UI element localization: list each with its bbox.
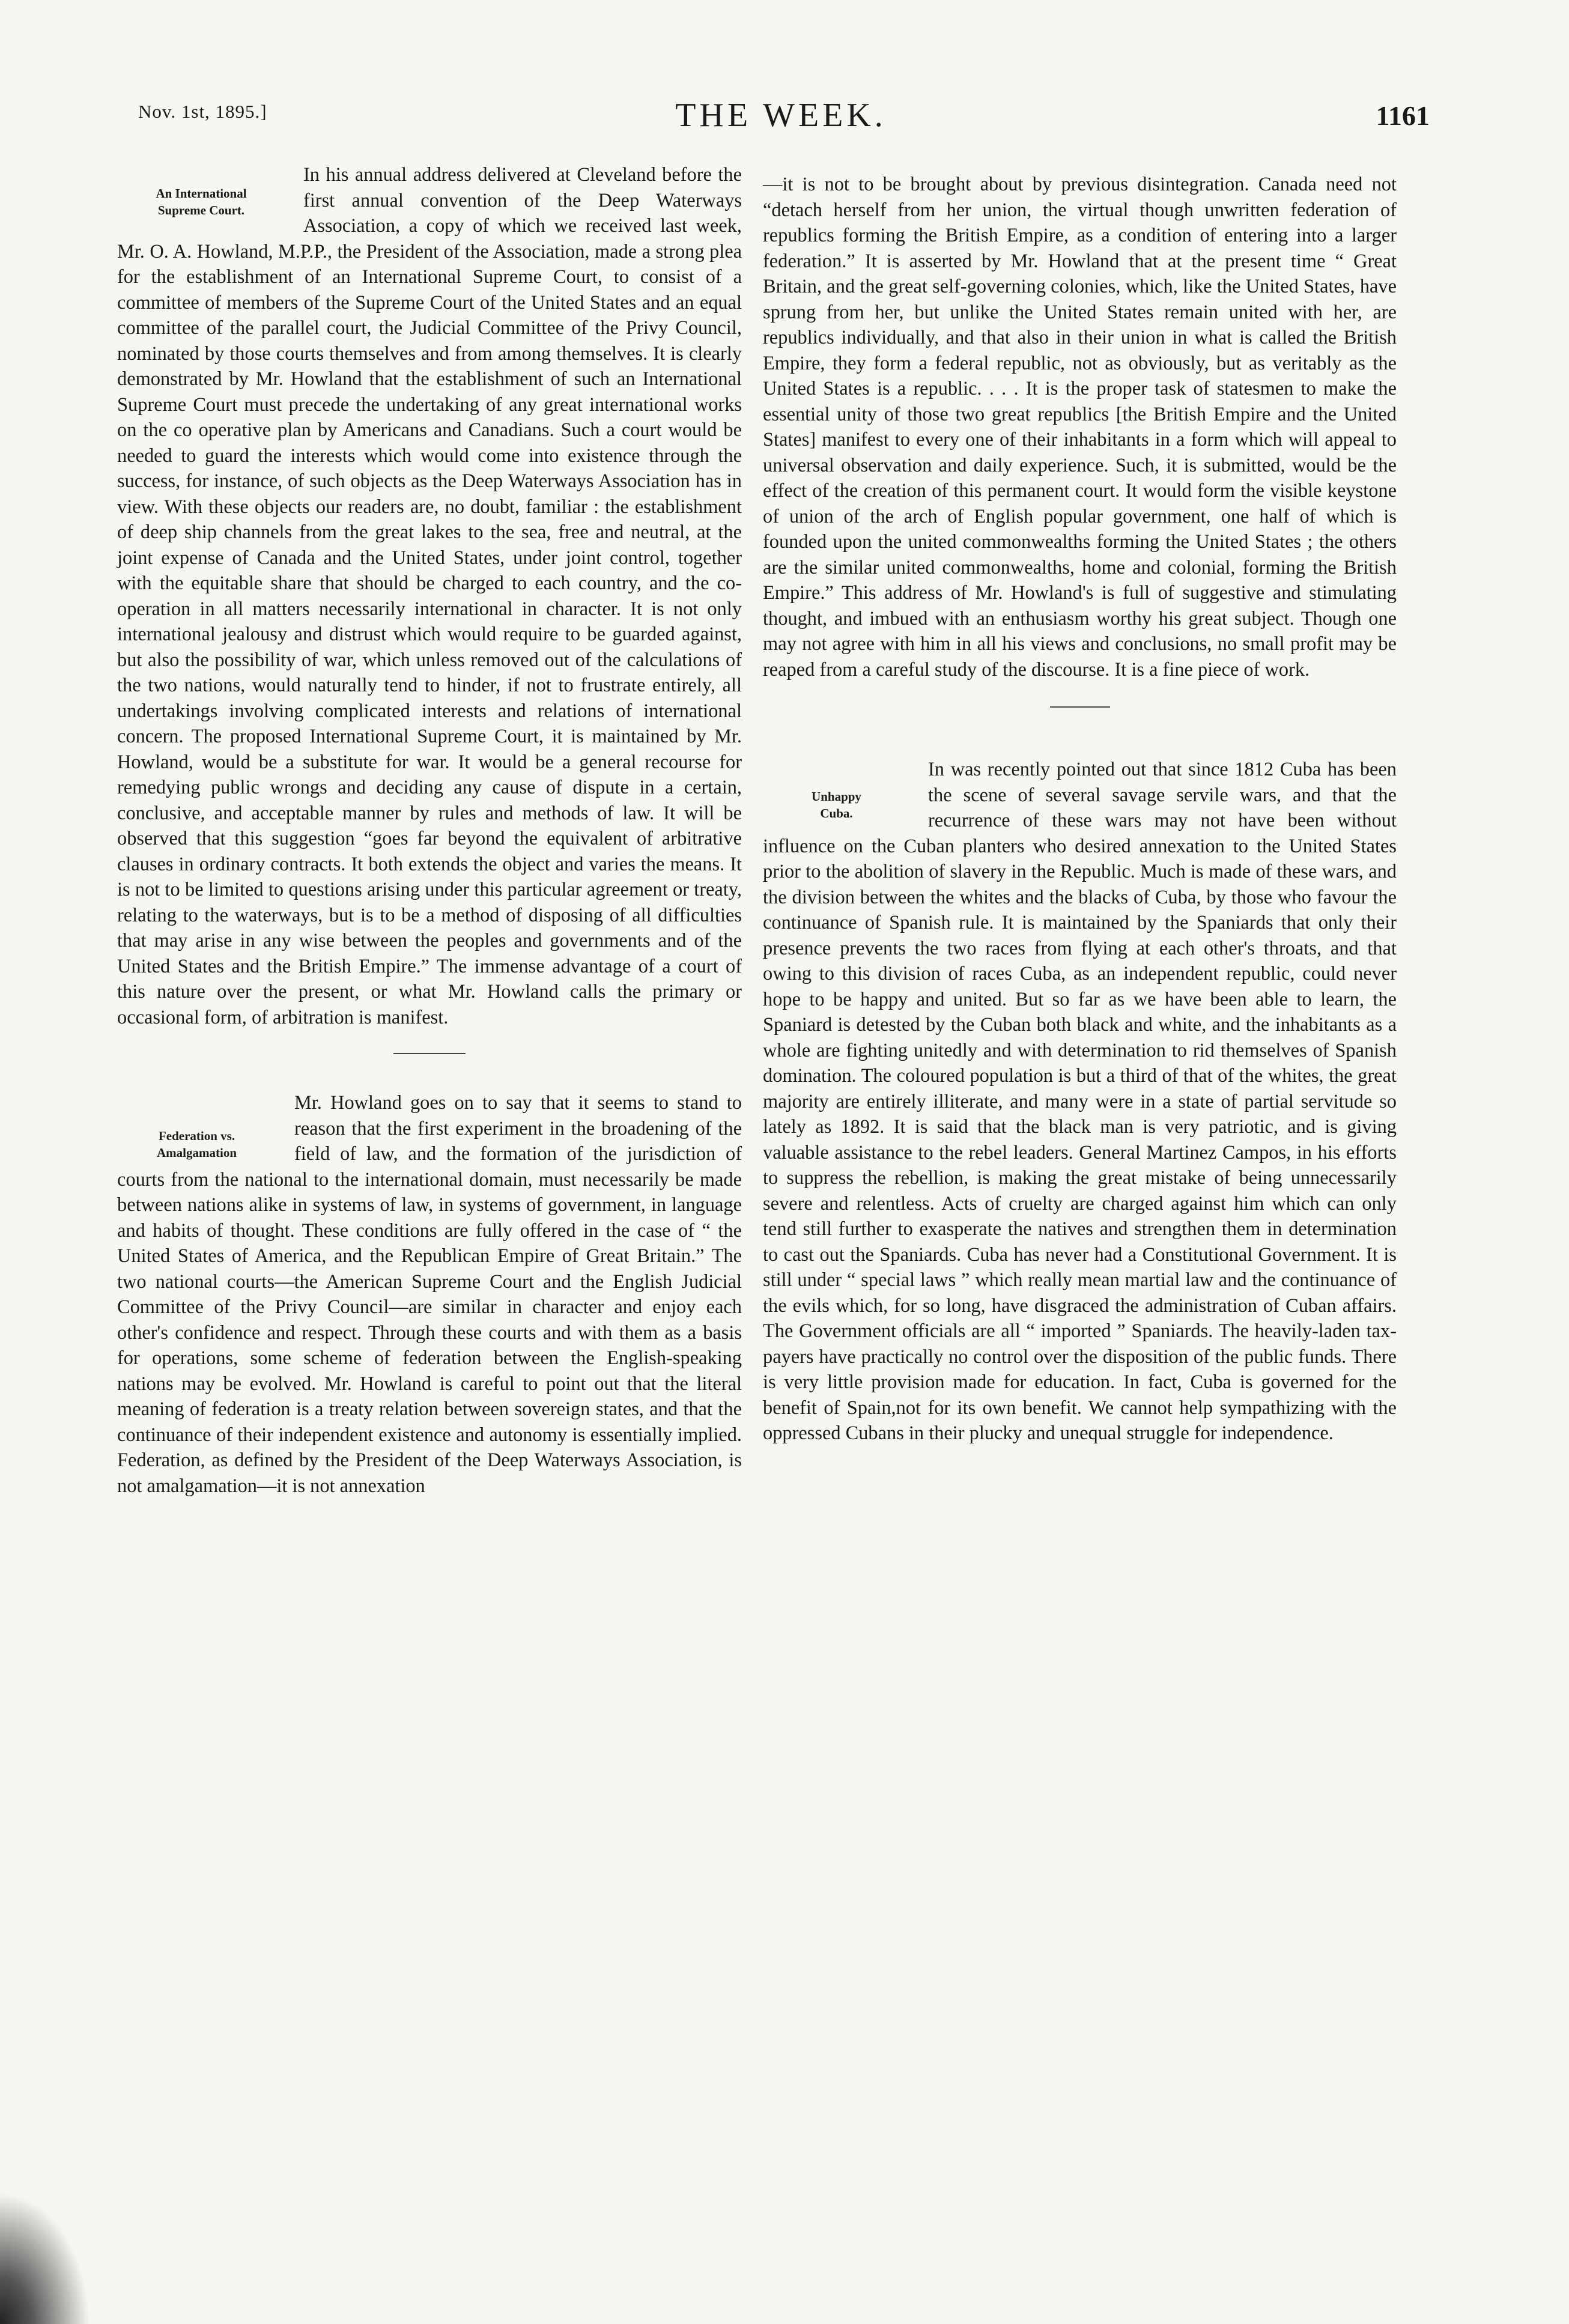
sidenote-line: An International xyxy=(156,186,247,201)
article-continuation xyxy=(763,172,1397,682)
sidenote-line: Unhappy xyxy=(812,789,861,804)
article-body: In his annual address delivered at Cleveland before the first annual convention of the Deep Waterways Association, a copy of which we received last week, Mr. O. A. Howland, M.P.P., the President of the Association, made a strong plea for the establishment of an International Supreme Court, to consist of a committee of members of the Supreme Court of the United States and an equal committee of the parallel court, the Judicial Committee of the Privy Council, nominated by those courts themselves and from among themselves. It is clearly demonstrated by Mr. Howland that the establishment of such an International Supreme Court must precede the undertaking of any great international works on the co operative plan by Americans and Canadians. Such a court would be needed to guard the interests which would come into existence through the success, for instance, of such objects as the Deep Waterways Association has in view. With these objects our readers are, no doubt, familiar : the establishment of deep ship channels from the great lakes to the sea, free and neutral, at the joint expense of Canada and the United States, under joint control, together with the equitable share that should be charged to each country, and the co-operation in all matters necessarily international in character. It is not only international jealousy and distrust which would require to be guarded against, but also the possibility of war, which unless removed out of the calculations of the two nations, would naturally tend to hinder, if not to frustrate entirely, all undertakings involving complicated interests and relations of international concern. The proposed International Supreme Court, it is maintained by Mr. Howland, would be a substitute for war. It would be a general recourse for remedying public wrongs and deciding any cause of dispute in a certain, conclusive, and acceptable manner by rules and methods of law. It will be observed that this suggestion “goes far beyond the equivalent of arbitrative clauses in ordinary contracts. It both extends the object and varies the means. It is not to be limited to questions arising under this particular agreement or treaty, relating to the waterways, but is to be a method of disposing of all difficulties that may arise in any wise between the peoples and governments and of the United States and the British Empire.” The immense advantage of a court of this nature over the present, or what Mr. Howland calls the primary or occasional form, of arbitration is manifest. xyxy=(117,164,742,1028)
sidenote-federation-vs-amalgamation xyxy=(117,1127,276,1161)
article-international-supreme-court xyxy=(117,162,742,1030)
sidenote-international-supreme-court xyxy=(117,185,285,219)
sidenote-line: Federation vs. xyxy=(158,1129,235,1143)
sidenote-line: Supreme Court. xyxy=(157,203,245,217)
article-body: In was recently pointed out that since 1812 Cuba has been the scene of several savage servile wars, and that the recurrence of these wars may not have been without influence on the Cuban planters who desired annexation to the United States prior to the abolition of slavery in the Republic. Much is made of these wars, and the division between the whites and the blacks of Cuba, by those who favour the continuance of Spanish rule. It is maintained by the Spaniards that only their presence prevents the two races from flying at each other's throats, and that owing to this division of races Cuba, as an independent republic, could never hope to be happy and united. But so far as we have been able to learn, the Spaniard is detested by the Cuban both black and white, and the inhabitants as a whole are fighting unitedly and with determination to rid themselves of Spanish domination. The coloured population is but a third of that of the whites, the great majority are entirely illiterate, and many were in a state of partial servitude so lately as 1892. It is said that the black man is very patriotic, and is giving valuable assistance to the rebel leaders. General Martinez Campos, in his efforts to suppress the rebellion, is making the great mistake of being unnecessarily severe and relentless. Acts of cruelty are charged against him which can only tend still further to exasperate the natives and strengthen them in determination to cast out the Spaniards. Cuba has never had a Constitutional Government. It is still under “ special laws ” which really mean martial law and the continuance of the evils which, for so long, have disgraced the administration of Cuban affairs. The Government officials are all “ imported ” Spaniards. The heavily-laden tax-payers have practically no control over the disposition of the public funds. There is very little provision made for education. In fact, Cuba is governed for the benefit of Spain,not for its own benefit. We cannot help sympathizing with the oppressed Cubans in their plucky and unequal struggle for independence. xyxy=(763,759,1397,1444)
page-number: 1161 xyxy=(1376,100,1430,131)
sidenote-line: Amalgamation xyxy=(157,1145,237,1160)
section-divider xyxy=(393,1053,466,1054)
page-corner-stain xyxy=(0,2192,90,2324)
article-federation-vs-amalgamation xyxy=(117,1090,742,1499)
issue-date: Nov. 1st, 1895.] xyxy=(138,101,267,122)
publication-title: THE WEEK. xyxy=(675,97,887,134)
page-header xyxy=(126,96,1436,144)
article-unhappy-cuba xyxy=(763,757,1397,1446)
article-body-continued: —it is not to be brought about by previous disintegration. Canada need not “detach herself from her union, the virtual though unwritten federation of republics forming the British Empire, as a condition of entering into a larger federation.” It is asserted by Mr. Howland that at the present time “ Great Britain, and the great self-governing colonies, which, like the United States, have sprung from her, but unlike the United States remain united with her, are republics individually, and that also in their union in what is called the British Empire, they form a federal republic, not as obviously, but as veritably as the United States is a republic. . . . It is the proper task of statesmen to make the essential unity of those two great republics [the British Empire and the United States] manifest to every one of their inhabitants in a form which will appeal to universal observation and daily experience. Such, it is submitted, would be the effect of the creation of this permanent court. It would form the visible keystone of union of the arch of English popular government, one half of which is founded upon the united commonwealths forming the United States ; the others are the similar united commonwealths, home and colonial, forming the British Empire.” This address of Mr. Howland's is full of suggestive and stimulating thought, and imbued with an enthusiasm worthy his great subject. Though one may not agree with him in all his views and conclusions, no small profit may be reaped from a careful study of the discourse. It is a fine piece of work. xyxy=(763,174,1397,681)
sidenote-unhappy-cuba xyxy=(763,788,910,822)
article-body: Mr. Howland goes on to say that it seems to stand to reason that the first experiment in the broadening of the field of law, and the formation of the jurisdiction of courts from the national to the international domain, must necessarily be made between nations alike in systems of law, in systems of government, in language and habits of thought. These conditions are fully offered in the case of “ the United States of America, and the Republican Empire of Great Britain.” The two national courts—the American Supreme Court and the English Judicial Committee of the Privy Council—are similar in character and enjoy each other's confidence and respect. Through these courts and with them as a basis for operations, some scheme of federation between the English-speaking nations may be evolved. Mr. Howland is careful to point out that the literal meaning of federation is a treaty relation between sovereign states, and that the continuance of their independent existence and autonomy is essentially implied. Federation, as defined by the President of the Deep Waterways Association, is not amalgamation—it is not annexation xyxy=(117,1092,742,1497)
section-divider xyxy=(1050,706,1110,708)
right-column xyxy=(763,172,1397,1446)
left-column xyxy=(117,162,742,1499)
sidenote-line: Cuba. xyxy=(820,806,853,821)
